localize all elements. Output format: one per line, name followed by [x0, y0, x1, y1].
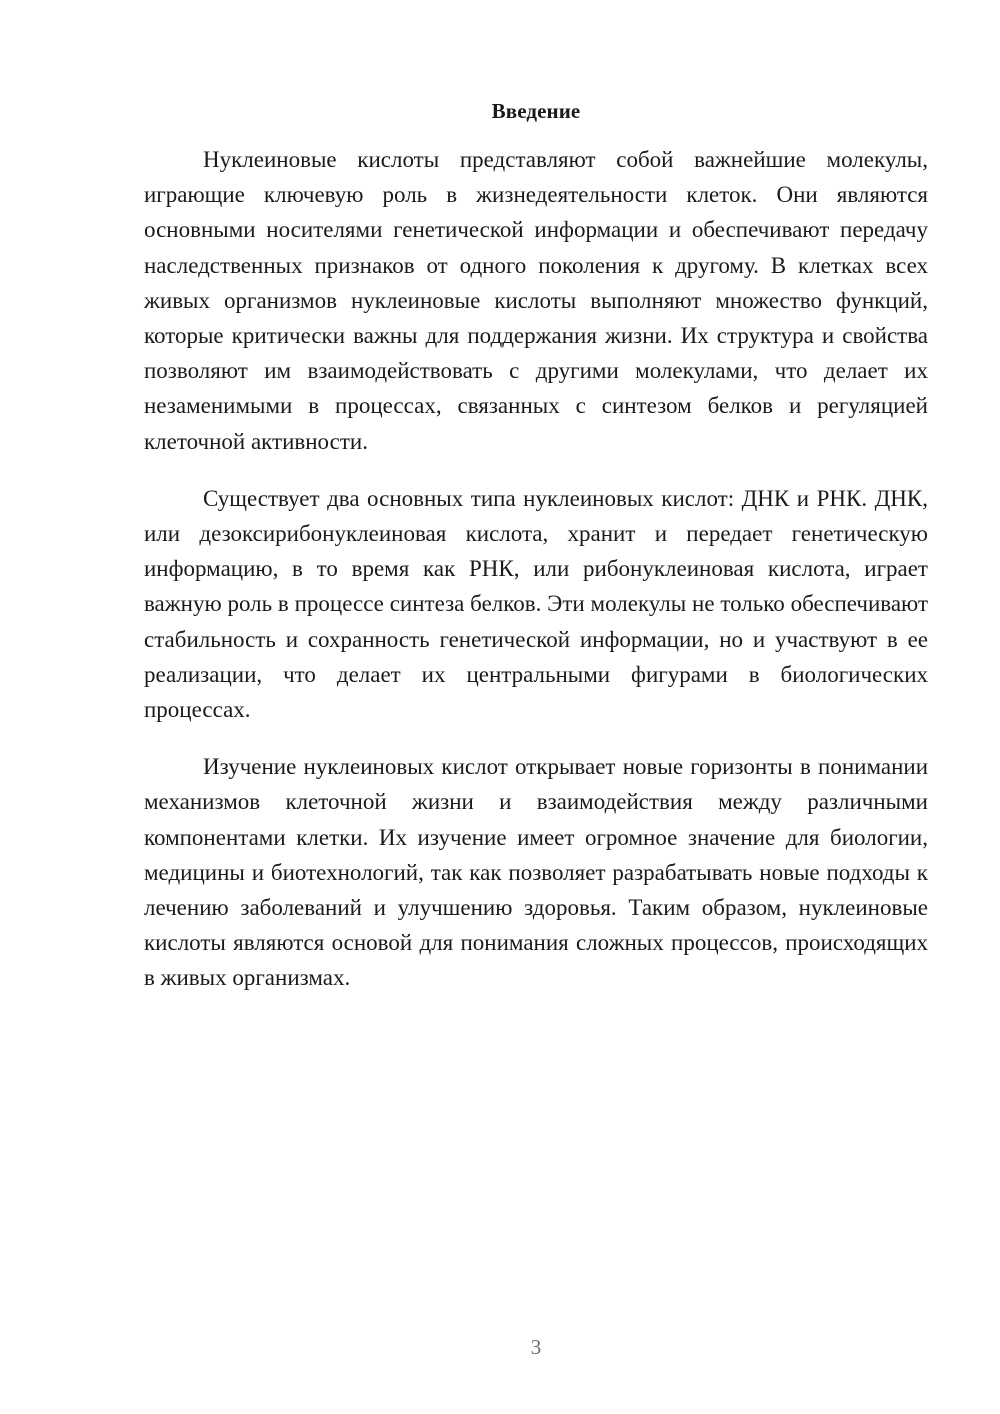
paragraph-2: Существует два основных типа нуклеиновых кислот: ДНК и РНК. ДНК, или дезоксирибонуклеиновая кислота, хранит и передает генетическую информацию, в то время как РНК, или рибонуклеиновая кислота, играет важную роль в процессе синтеза белков. Эти молекулы не только обеспечивают стабильность и сохранность генетической информации, но и участвуют в ее реализации, что делает их центральными фигурами в биологических процессах.	[144, 485, 928, 723]
paragraph-1: Нуклеиновые кислоты представляют собой важнейшие молекулы, играющие ключевую роль в жизнедеятельности клеток. Они являются основными носителями генетической информации и обеспечивают передачу наследственных признаков от одного поколения к другому. В клетках всех живых организмов нуклеиновые кислоты выполняют множество функций, которые критически важны для поддержания жизни. Их структура и свойства позволяют им взаимодействовать с другими молекулами, что делает их незаменимыми в процессах, связанных с синтезом белков и регуляцией клеточной активности.	[144, 147, 928, 454]
page-number: 3	[530, 1335, 542, 1359]
page-title: Введение	[491, 99, 581, 123]
paragraph-3: Изучение нуклеиновых кислот открывает новые горизонты в понимании механизмов клеточной жизни и взаимодействия между различными компонентами клетки. Их изучение имеет огромное значение для биологии, медицины и биотехнологий, так как позволяет разрабатывать новые подходы к лечению заболеваний и улучшению здоровья. Таким образом, нуклеиновые кислоты являются основой для понимания сложных процессов, происходящих в живых организмах.	[144, 754, 928, 991]
document-body	[144, 142, 928, 1018]
